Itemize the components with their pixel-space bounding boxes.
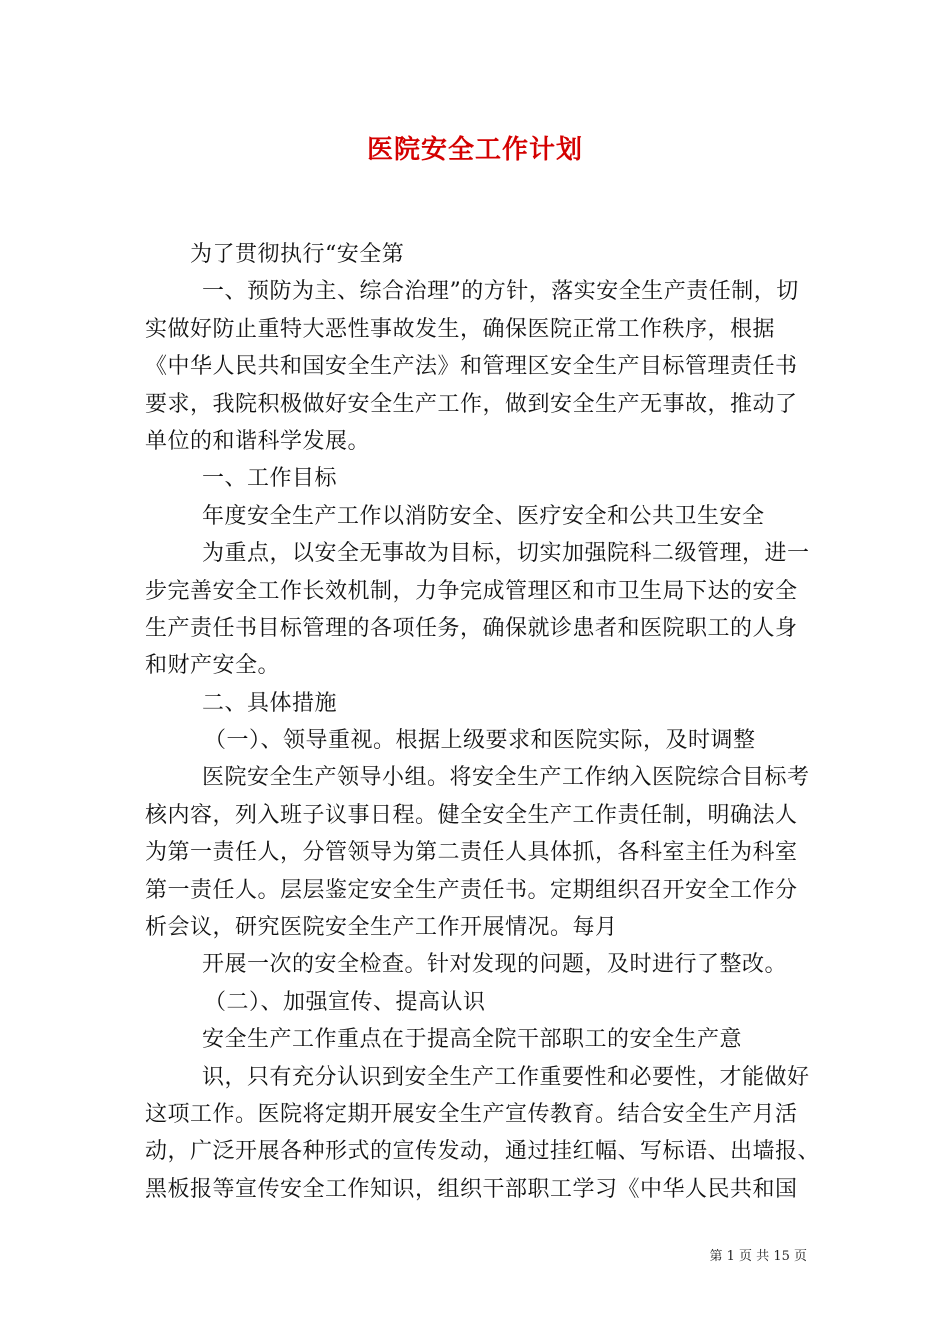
subsection-heading: （一）、领导重视。根据上级要求和医院实际，及时调整 bbox=[204, 728, 756, 754]
body-line: 和财产安全。 bbox=[145, 653, 281, 679]
body-line: 步完善安全工作长效机制，力争完成管理区和市卫生局下达的安全 bbox=[145, 578, 798, 604]
body-line: 要求，我院积极做好安全生产工作，做到安全生产无事故，推动了 bbox=[145, 391, 798, 417]
body-line: 动，广泛开展各种形式的宣传发动，通过挂红幅、写标语、出墙报、 bbox=[145, 1139, 821, 1165]
subsection-heading: （二）、加强宣传、提高认识 bbox=[204, 989, 486, 1015]
body-line: 《中华人民共和国安全生产法》和管理区安全生产目标管理责任书 bbox=[145, 354, 798, 380]
section-heading: 一、工作目标 bbox=[202, 466, 338, 492]
body-line: 核内容，列入班子议事日程。健全安全生产工作责任制，明确法人 bbox=[145, 802, 798, 828]
body-line: 为重点，以安全无事故为目标，切实加强院科二级管理，进一 bbox=[202, 541, 810, 567]
body-line: 这项工作。医院将定期开展安全生产宣传教育。结合安全生产月活 bbox=[145, 1101, 798, 1127]
body-line: 开展一次的安全检查。针对发现的问题，及时进行了整改。 bbox=[202, 952, 788, 978]
body-line: 单位的和谐科学发展。 bbox=[145, 428, 371, 454]
document-title: 医院安全工作计划 bbox=[366, 135, 583, 165]
page-footer: 第 1 页 共 15 页 bbox=[709, 1249, 807, 1264]
body-line: 安全生产工作重点在于提高全院干部职工的安全生产意 bbox=[202, 1027, 743, 1053]
body-line: 识，只有充分认识到安全生产工作重要性和必要性，才能做好 bbox=[202, 1064, 810, 1090]
body-line: 医院安全生产领导小组。将安全生产工作纳入医院综合目标考 bbox=[202, 765, 810, 791]
section-heading: 二、具体措施 bbox=[202, 690, 338, 716]
body-line: 为第一责任人，分管领导为第二责任人具体抓，各科室主任为科室 bbox=[145, 840, 798, 866]
document-body bbox=[145, 236, 825, 1208]
body-line: 析会议，研究医院安全生产工作开展情况。每月 bbox=[145, 915, 618, 941]
body-line: 第一责任人。层层鉴定安全生产责任书。定期组织召开安全工作分 bbox=[145, 877, 798, 903]
body-line: 年度安全生产工作以消防安全、医疗安全和公共卫生安全 bbox=[202, 503, 765, 529]
body-line: 生产责任书目标管理的各项任务，确保就诊患者和医院职工的人身 bbox=[145, 615, 798, 641]
body-line: 一、预防为主、综合治理”的方针，落实安全生产责任制，切 bbox=[202, 279, 799, 305]
body-line: 为了贯彻执行“安全第 bbox=[190, 242, 405, 267]
body-line: 实做好防止重特大恶性事故发生，确保医院正常工作秩序，根据 bbox=[145, 316, 776, 342]
body-line: 黑板报等宣传安全工作知识，组织干部职工学习《中华人民共和国 bbox=[145, 1176, 798, 1202]
